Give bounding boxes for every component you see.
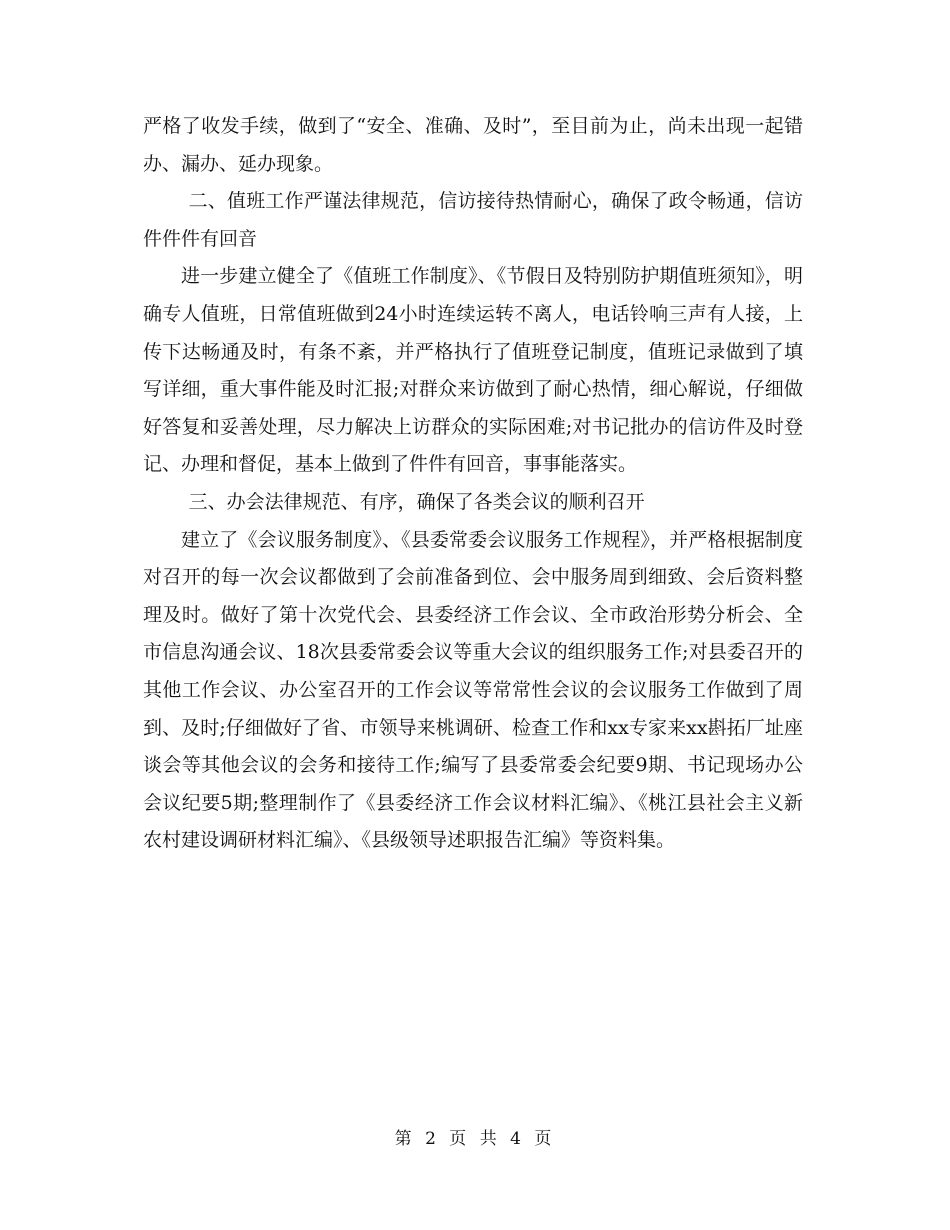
document-body xyxy=(143,108,803,860)
page-number-footer: 第 2 页 共 4 页 xyxy=(394,1129,556,1149)
paragraph-continuation: 严格了收发手续，做到了“安全、准确、及时”，至目前为止，尚未出现一起错办、漏办、延办现象。 xyxy=(143,115,803,175)
section-heading-meetings: 三、办会法律规范、有序，确保了各类会议的顺利召开 xyxy=(188,490,645,513)
paragraph-meeting-details: 建立了《会议服务制度》、《县委常委会议服务工作规程》，并严格根据制度对召开的每一次会议都做到了会前准备到位、会中服务周到细致、会后资料整理及时。做好了第十次党代会、县委经济工作会议、全市政治形势分析会、全市信息沟通会议、18次县委常委会议等重大会议的组织服务工作;对县委召开的其他工作会议、办公室召开的工作会议等常常性会议的会议服务工作做到了周到、及时;仔细做好了省、市领导来桃调研、检查工作和xx专家来xx斟拓厂址座谈会等其他会议的会务和接待工作;编写了县委常委会纪要9期、书记现场办公会议纪要5期;整理制作了《县委经济工作会议材料汇编》、《桃江县社会主义新农村建设调研材料汇编》、《县级领导述职报告汇编》等资料集。 xyxy=(143,528,803,852)
section-heading-duty: 二、值班工作严谨法律规范，信访接待热情耐心，确保了政令畅通，信访件件件有回音 xyxy=(143,190,803,250)
paragraph-duty-details: 进一步建立健全了《值班工作制度》、《节假日及特别防护期值班须知》，明确专人值班，日常值班做到24小时连续运转不离人，电话铃响三声有人接，上传下达畅通及时，有条不紊，并严格执行了值班登记制度，值班记录做到了填写详细，重大事件能及时汇报;对群众来访做到了耐心热情，细心解说，仔细做好答复和妥善处理，尽力解决上访群众的实际困难;对书记批办的信访件及时登记、办理和督促，基本上做到了件件有回音，事事能落实。 xyxy=(143,265,803,476)
